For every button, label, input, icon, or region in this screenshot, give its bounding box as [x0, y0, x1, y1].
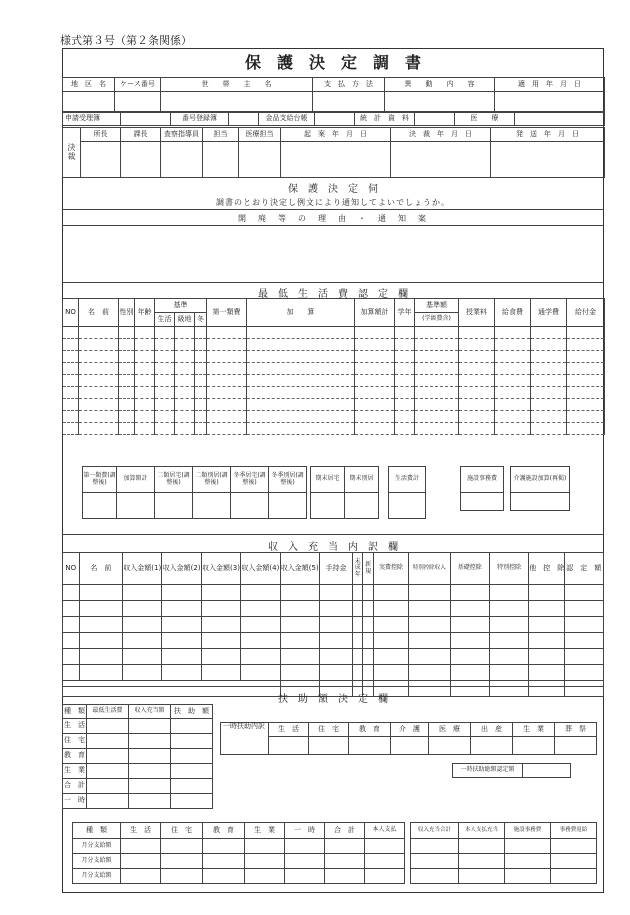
inc-col-amount: 認 定 額 — [564, 553, 603, 585]
min-col-age: 年齢 — [135, 299, 155, 327]
info-ledger: 金品支給台帳 — [259, 113, 315, 126]
min-col-benefit: 給付金 — [567, 299, 605, 327]
min-col-type1: 第一類費 — [207, 299, 247, 327]
monthly-col-housing: 住 宅 — [161, 823, 203, 839]
form-caption: 様式第３号（第２条関係） — [60, 34, 192, 47]
summary-group-1 — [82, 466, 307, 519]
summary-group-3 — [388, 466, 426, 519]
income-title: 収 入 充 当 内 訳 欄 — [268, 542, 398, 553]
info-register: 番号登録簿 — [171, 113, 229, 126]
header-payment: 支 払 方 法 — [313, 78, 385, 92]
inc-col-special: 特別控除 — [489, 553, 528, 585]
inc-col-other: 他 控 除 — [529, 553, 564, 585]
monthly-col-self-pay: 本人支払 — [365, 823, 405, 839]
temp-education: 教 育 — [349, 723, 391, 737]
aid-row-occupation: 生 業 — [63, 764, 87, 779]
header-table — [62, 77, 605, 112]
summary-group-5 — [510, 466, 570, 511]
temp-aid-head: 一時扶助内訳 — [221, 723, 269, 755]
min-col-name: 名 前 — [79, 299, 119, 327]
info-medical: 医 療 — [455, 113, 515, 126]
monthly-col-education: 教 育 — [203, 823, 245, 839]
min-col-base: 基準額 — [415, 299, 459, 313]
temp-funeral: 葬 祭 — [555, 723, 597, 737]
info-receipt: 申請受理簿 — [63, 113, 121, 126]
aid-row-living: 生 活 — [63, 719, 87, 734]
aid-table — [62, 704, 213, 809]
inc-col-no: NO — [63, 553, 80, 585]
header-change: 異 動 内 容 — [385, 78, 495, 92]
approval-medical: 医療担当 — [239, 128, 281, 142]
header-household: 世 帯 主 名 — [161, 78, 313, 92]
sum-add-total: 加算額計 — [117, 467, 155, 493]
inc-col-actual: 実費控除 — [373, 553, 408, 585]
monthly-col-living: 生 活 — [121, 823, 161, 839]
sum-winter-home: 冬季居宅(調整後) — [231, 467, 269, 493]
min-col-standard: 基準 — [155, 299, 207, 313]
sum-facility-fee: 施設事務費 — [461, 467, 504, 493]
approval-director: 所長 — [81, 128, 121, 142]
temp-total-label: 一時扶助総額認定額 — [453, 764, 523, 778]
summary-group-4 — [460, 466, 504, 511]
aid-row-temporary: 一 時 — [63, 794, 87, 809]
monthly-row-3: 月分支給額 — [73, 869, 121, 884]
inc-col-4: 収入金額(4) — [241, 553, 280, 585]
sum-yearend-home: 期末居宅 — [311, 467, 345, 493]
approval-chief: 課長 — [121, 128, 161, 142]
temp-aid-table — [220, 722, 597, 755]
minimum-title: 最 低 生 活 費 認 定 欄 — [258, 289, 408, 300]
inc-col-basic: 基礎控除 — [450, 553, 489, 585]
sum-type2-home: 二類居宅(調整後) — [155, 467, 193, 493]
monthly-row-1: 月分支給額 — [73, 839, 121, 854]
inc-col-1: 収入金額(1) — [123, 553, 162, 585]
monthly-col-self-pay-fill: 本人支払充当 — [459, 823, 505, 839]
monthly-col-temporary: 一 時 — [285, 823, 325, 839]
reason-title: 開 廃 等 の 理 由 ・ 通 知 案 — [238, 214, 428, 223]
inc-col-new: 新規 — [363, 553, 373, 585]
sum-living-total: 生活費計 — [389, 467, 426, 493]
monthly-col-total: 合 計 — [325, 823, 365, 839]
min-col-base-sub: (学級費含) — [415, 313, 459, 327]
info-stats: 統 計 資 料 — [355, 113, 415, 126]
aid-row-total: 合 計 — [63, 779, 87, 794]
form-title: 保 護 決 定 調 書 — [244, 53, 421, 72]
monthly-col-occupation: 生 業 — [245, 823, 285, 839]
info-table — [62, 112, 605, 126]
aid-row-education: 教 育 — [63, 749, 87, 764]
temp-total-table — [452, 763, 571, 778]
min-col-grade-area: 級地 — [175, 313, 195, 327]
temp-medical: 医 療 — [429, 723, 471, 737]
monthly-table — [72, 822, 597, 884]
decision-text: 調書のとおり決定し例文により通知してよいでしょうか。 — [216, 198, 450, 207]
approval-side: 決 裁 — [63, 128, 81, 178]
sum-winter-sep: 冬季別居(調整後) — [269, 467, 307, 493]
sum-care-addition: 介護施設加算(再掲) — [511, 467, 570, 493]
monthly-col-facility: 施設事務費 — [505, 823, 551, 839]
approval-table — [62, 127, 605, 178]
min-col-tuition: 授業料 — [459, 299, 495, 327]
header-case-no: ケース番号 — [115, 78, 161, 92]
sum-type1: 第一類費(調整後) — [83, 467, 117, 493]
temp-occupation: 生 業 — [513, 723, 555, 737]
inc-col-cash: 手持金 — [319, 553, 352, 585]
aid-col-income: 収入充当額 — [129, 705, 171, 719]
summary-group-2 — [310, 466, 379, 519]
inc-col-2: 収入金額(2) — [162, 553, 201, 585]
aid-col-aid: 扶 助 額 — [171, 705, 213, 719]
minimum-table — [62, 298, 605, 435]
approval-decision-date: 決 裁 年 月 日 — [391, 128, 491, 142]
decision-title: 保 護 決 定 伺 — [288, 184, 378, 195]
min-col-addition: 加 算 — [247, 299, 355, 327]
header-date: 適 用 年 月 日 — [495, 78, 605, 92]
sum-type2-sep: 二類別居(調整後) — [193, 467, 231, 493]
temp-housing: 住 宅 — [309, 723, 349, 737]
inc-col-minor: 未成年 — [353, 553, 363, 585]
monthly-col-refund: 事務費返給 — [551, 823, 597, 839]
aid-title: 扶 助 額 決 定 欄 — [278, 694, 388, 705]
header-district: 地 区 名 — [63, 78, 115, 92]
approval-send-date: 発 送 年 月 日 — [491, 128, 605, 142]
inc-col-special-income: 特別控除収入 — [409, 553, 450, 585]
temp-care: 介 護 — [391, 723, 429, 737]
income-table — [62, 552, 604, 697]
monthly-col-type: 種 類 — [73, 823, 121, 839]
min-col-sex: 性別 — [119, 299, 135, 327]
min-col-grade: 学年 — [395, 299, 415, 327]
min-col-commute: 通学費 — [531, 299, 567, 327]
min-col-winter: 冬 — [195, 313, 207, 327]
aid-col-min: 最低生活費 — [87, 705, 129, 719]
min-col-add-total: 加算額計 — [355, 299, 395, 327]
aid-row-housing: 住 宅 — [63, 734, 87, 749]
monthly-col-income-total: 収入充当合計 — [411, 823, 459, 839]
min-col-lunch: 給食費 — [495, 299, 531, 327]
approval-worker: 担当 — [203, 128, 239, 142]
inc-col-name: 名 前 — [79, 553, 123, 585]
inc-col-5: 収入金額(5) — [280, 553, 319, 585]
aid-col-type: 種 類 — [63, 705, 87, 719]
min-col-living: 生活 — [155, 313, 175, 327]
temp-living: 生 活 — [269, 723, 309, 737]
approval-draft-date: 起 案 年 月 日 — [281, 128, 391, 142]
min-rows — [63, 327, 605, 435]
approval-supervisor: 査察指導員 — [161, 128, 203, 142]
sum-yearend-sep: 期末別居 — [345, 467, 379, 493]
monthly-row-2: 月分支給額 — [73, 854, 121, 869]
min-col-no: NO — [63, 299, 79, 327]
inc-col-3: 収入金額(3) — [201, 553, 240, 585]
temp-birth: 出 産 — [471, 723, 513, 737]
